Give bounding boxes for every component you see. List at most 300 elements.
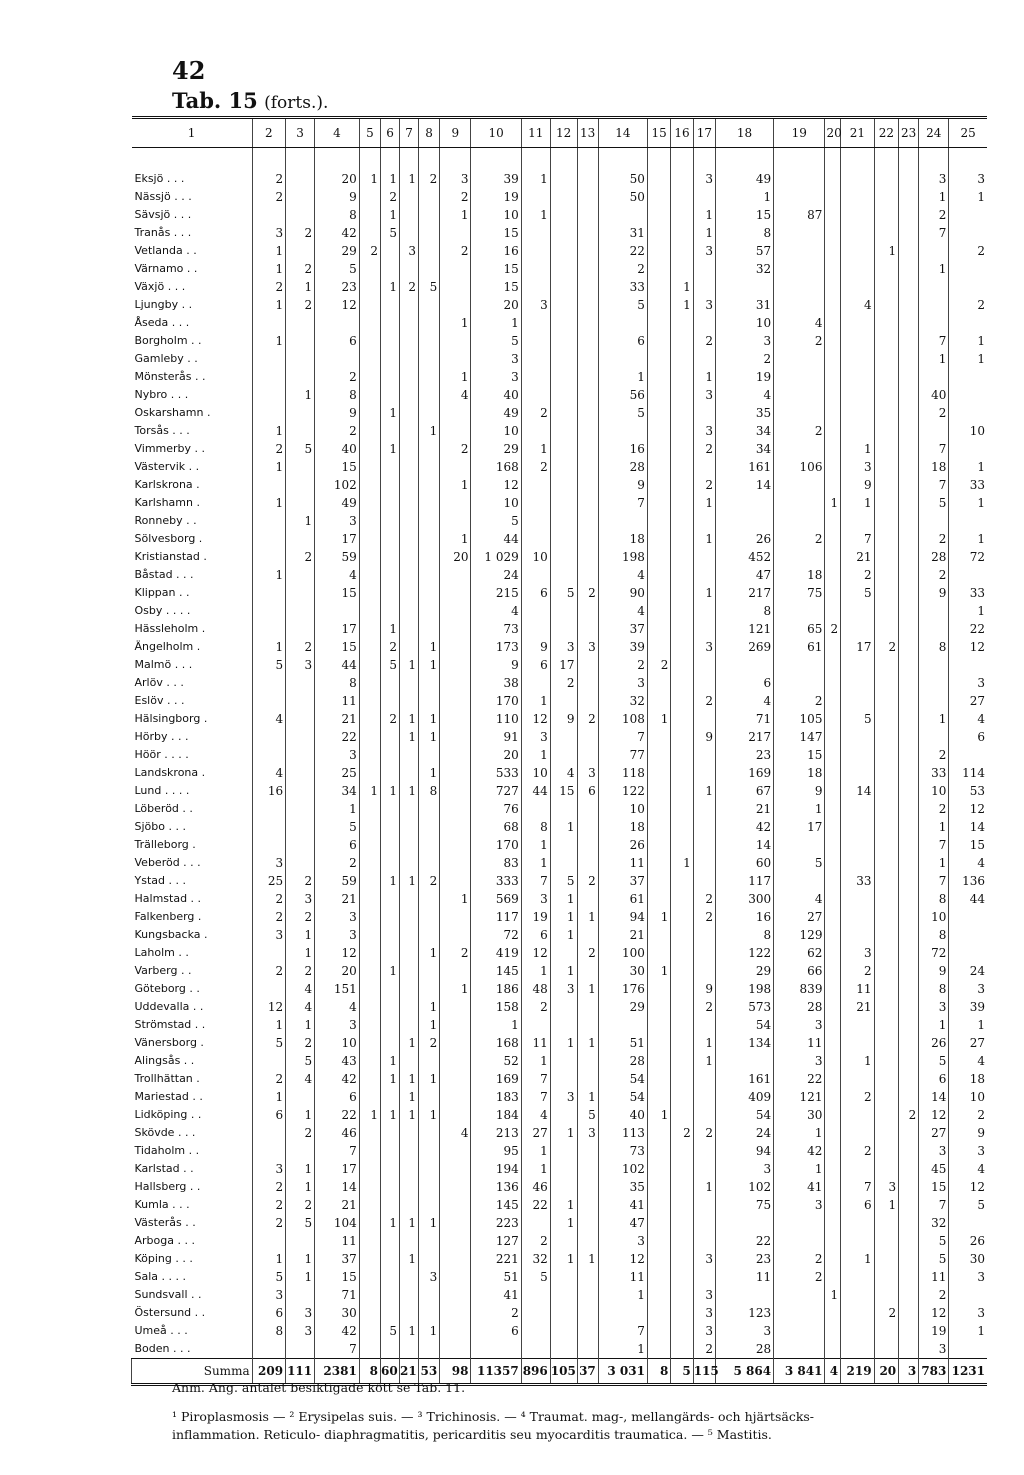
table-row (132, 1322, 988, 1340)
cell: 1 (286, 1178, 315, 1196)
cell: 1 (521, 1160, 550, 1178)
cell (647, 1088, 670, 1106)
row-label: Osby . . . . (134, 604, 191, 617)
cell: 6 (315, 836, 360, 854)
cell (647, 692, 670, 710)
cell (671, 710, 693, 728)
cell (825, 602, 841, 620)
header-col-23: 23 (899, 118, 919, 148)
cell (577, 1340, 598, 1359)
cell: 1 (252, 422, 286, 440)
cell: 2 (598, 260, 647, 278)
cell (647, 1304, 670, 1322)
cell (286, 566, 315, 584)
cell (671, 764, 693, 782)
cell (671, 1304, 693, 1322)
cell (899, 1034, 919, 1052)
cell: 72 (471, 926, 521, 944)
cell (825, 296, 841, 314)
cell: 4 (716, 386, 774, 404)
cell (550, 800, 577, 818)
cell (521, 1286, 550, 1304)
cell: 2 (598, 656, 647, 674)
cell (440, 854, 471, 872)
cell (825, 998, 841, 1016)
row-label: Uddevalla . . (134, 1000, 204, 1013)
cell: 2 (252, 1214, 286, 1232)
cell (550, 476, 577, 494)
cell (252, 692, 286, 710)
header-col-20: 20 (825, 118, 841, 148)
cell (252, 1052, 286, 1070)
cell (671, 386, 693, 404)
cell (841, 1268, 875, 1286)
cell (359, 620, 380, 638)
cell: 4 (774, 890, 825, 908)
cell: 27 (949, 1034, 987, 1052)
row-label: Båstad . . . (134, 568, 194, 581)
cell: 169 (716, 764, 774, 782)
cell: 3 (286, 1304, 315, 1322)
cell (671, 260, 693, 278)
cell: 1 (521, 692, 550, 710)
row-label: Ängelholm . (134, 640, 201, 653)
cell (671, 998, 693, 1016)
cell (419, 224, 440, 242)
cell (577, 1160, 598, 1178)
row-label: Hörby . . . (134, 730, 189, 743)
cell (774, 1322, 825, 1340)
cell: 28 (919, 548, 949, 566)
cell: 3 (521, 890, 550, 908)
cell: 3 (598, 674, 647, 692)
cell (286, 692, 315, 710)
cell (400, 458, 419, 476)
table-row (132, 1124, 988, 1142)
cell (874, 404, 899, 422)
cell (359, 566, 380, 584)
cell (919, 656, 949, 674)
cell: 1 (774, 1160, 825, 1178)
cell (647, 854, 670, 872)
cell (440, 1142, 471, 1160)
cell: 1 (550, 1034, 577, 1052)
cell (693, 1088, 715, 1106)
cell (440, 728, 471, 746)
cell (381, 800, 400, 818)
cell: 54 (598, 1070, 647, 1088)
cell: 4 (252, 764, 286, 782)
cell (359, 1340, 380, 1359)
cell: 2 (774, 1250, 825, 1268)
cell: 15 (315, 458, 360, 476)
cell (400, 908, 419, 926)
cell: 1 (693, 368, 715, 386)
cell: 47 (598, 1214, 647, 1232)
cell (874, 674, 899, 692)
cell: 2 (419, 170, 440, 188)
cell: 5 (286, 1052, 315, 1070)
cell (286, 476, 315, 494)
cell: 10 (598, 800, 647, 818)
cell: 2 (671, 1124, 693, 1142)
cell (949, 1214, 987, 1232)
cell: 409 (716, 1088, 774, 1106)
cell: 6 (521, 584, 550, 602)
cell (359, 998, 380, 1016)
cell (899, 350, 919, 368)
cell: 9 (550, 710, 577, 728)
cell: 21 (315, 1196, 360, 1214)
cell: 1 (550, 926, 577, 944)
cell (440, 638, 471, 656)
cell (671, 1340, 693, 1359)
cell (647, 1034, 670, 1052)
cell (874, 602, 899, 620)
cell (577, 512, 598, 530)
cell: 123 (716, 1304, 774, 1322)
cell (647, 260, 670, 278)
cell: 5 (286, 440, 315, 458)
cell (647, 1250, 670, 1268)
cell (647, 314, 670, 332)
cell: 3 (949, 1268, 987, 1286)
sum-label: Summa (132, 1359, 253, 1385)
cell (874, 350, 899, 368)
cell (521, 386, 550, 404)
cell (419, 530, 440, 548)
cell (359, 584, 380, 602)
cell: 59 (315, 548, 360, 566)
cell: 2 (774, 422, 825, 440)
cell (693, 1016, 715, 1034)
cell (419, 800, 440, 818)
cell: 66 (774, 962, 825, 980)
cell (440, 818, 471, 836)
cell (381, 476, 400, 494)
cell (874, 1286, 899, 1304)
sum-cell: 11357 (471, 1359, 521, 1385)
cell (899, 890, 919, 908)
cell: 168 (471, 1034, 521, 1052)
cell: 1 (440, 314, 471, 332)
row-label: Klippan . . (134, 586, 190, 599)
cell (874, 1106, 899, 1124)
cell (381, 926, 400, 944)
cell (949, 944, 987, 962)
cell: 32 (598, 692, 647, 710)
cell: 452 (716, 548, 774, 566)
cell (381, 260, 400, 278)
cell (647, 1124, 670, 1142)
cell: 23 (716, 1250, 774, 1268)
cell (774, 602, 825, 620)
cell (774, 1340, 825, 1359)
cell: 4 (841, 296, 875, 314)
cell: 1 (286, 1160, 315, 1178)
cell: 10 (919, 908, 949, 926)
sum-cell: 53 (419, 1359, 440, 1385)
cell (874, 386, 899, 404)
cell: 44 (315, 656, 360, 674)
cell (825, 476, 841, 494)
cell (647, 296, 670, 314)
cell: 26 (919, 1034, 949, 1052)
cell (359, 224, 380, 242)
cell (671, 962, 693, 980)
cell (440, 1322, 471, 1340)
cell (647, 926, 670, 944)
cell: 2 (693, 908, 715, 926)
cell (550, 1016, 577, 1034)
cell: 14 (949, 818, 987, 836)
header-col-21: 21 (841, 118, 875, 148)
cell (899, 332, 919, 350)
cell (550, 1178, 577, 1196)
cell (359, 710, 380, 728)
cell (440, 656, 471, 674)
cell: 569 (471, 890, 521, 908)
cell (419, 206, 440, 224)
table-label: Tab. 15 (172, 88, 258, 113)
cell (252, 476, 286, 494)
cell (841, 926, 875, 944)
cell (381, 1286, 400, 1304)
sum-cell: 20 (874, 1359, 899, 1385)
cell (359, 368, 380, 386)
cell (647, 1160, 670, 1178)
cell (874, 476, 899, 494)
cell (550, 206, 577, 224)
cell: 3 (315, 908, 360, 926)
cell: 2 (774, 530, 825, 548)
cell: 41 (598, 1196, 647, 1214)
cell: 102 (716, 1178, 774, 1196)
cell (899, 404, 919, 422)
cell: 11 (598, 854, 647, 872)
cell: 117 (471, 908, 521, 926)
cell (359, 1016, 380, 1034)
cell (521, 602, 550, 620)
cell: 24 (949, 962, 987, 980)
cell: 33 (598, 278, 647, 296)
cell (825, 422, 841, 440)
cell: 5 (598, 296, 647, 314)
header-col-11: 11 (521, 118, 550, 148)
cell: 3 (949, 1142, 987, 1160)
cell: 6 (841, 1196, 875, 1214)
cell: 3 (919, 1142, 949, 1160)
page-number: 42 (172, 56, 206, 85)
cell: 3 (286, 1322, 315, 1340)
cell (419, 980, 440, 998)
cell: 21 (841, 548, 875, 566)
row-label: Vetlanda . . (134, 244, 197, 257)
cell (841, 1340, 875, 1359)
cell: 3 (716, 1322, 774, 1340)
cell: 6 (949, 728, 987, 746)
cell: 28 (598, 458, 647, 476)
cell (774, 1232, 825, 1250)
cell (825, 692, 841, 710)
cell (919, 368, 949, 386)
cell (671, 368, 693, 386)
cell (359, 1178, 380, 1196)
cell (359, 1088, 380, 1106)
cell: 2 (252, 1070, 286, 1088)
cell: 10 (315, 1034, 360, 1052)
cell: 15 (315, 638, 360, 656)
cell: 2 (949, 296, 987, 314)
cell: 12 (315, 296, 360, 314)
cell: 3 (252, 1160, 286, 1178)
cell (400, 674, 419, 692)
cell (521, 260, 550, 278)
cell (774, 368, 825, 386)
cell: 8 (716, 602, 774, 620)
cell: 26 (598, 836, 647, 854)
cell: 3 (774, 1016, 825, 1034)
cell: 3 (419, 1268, 440, 1286)
sum-cell: 3 841 (774, 1359, 825, 1385)
cell: 1 (577, 1088, 598, 1106)
cell (286, 818, 315, 836)
cell: 1 (252, 260, 286, 278)
cell (521, 530, 550, 548)
cell (440, 836, 471, 854)
cell (286, 1340, 315, 1359)
cell (949, 440, 987, 458)
cell: 122 (598, 782, 647, 800)
row-label: Höör . . . . (134, 748, 189, 761)
cell: 60 (716, 854, 774, 872)
cell (400, 224, 419, 242)
cell (671, 872, 693, 890)
cell (825, 800, 841, 818)
cell (874, 746, 899, 764)
cell: 1 (550, 908, 577, 926)
cell (716, 278, 774, 296)
cell: 3 (716, 332, 774, 350)
cell (825, 944, 841, 962)
cell: 44 (521, 782, 550, 800)
cell: 54 (716, 1016, 774, 1034)
cell (550, 368, 577, 386)
cell: 3 (774, 1052, 825, 1070)
cell (419, 926, 440, 944)
cell (841, 278, 875, 296)
cell (577, 1070, 598, 1088)
row-label: Växjö . . . (134, 280, 186, 293)
cell (359, 926, 380, 944)
cell (693, 1196, 715, 1214)
cell: 1 (693, 782, 715, 800)
cell (252, 620, 286, 638)
cell (874, 224, 899, 242)
cell (647, 746, 670, 764)
cell (440, 350, 471, 368)
cell: 170 (471, 692, 521, 710)
cell (359, 206, 380, 224)
cell (400, 602, 419, 620)
cell: 32 (919, 1214, 949, 1232)
cell (359, 260, 380, 278)
cell (899, 296, 919, 314)
cell: 5 (774, 854, 825, 872)
table-row (132, 1286, 988, 1304)
cell: 3 (774, 1196, 825, 1214)
cell: 2 (577, 872, 598, 890)
cell (693, 656, 715, 674)
cell: 72 (919, 944, 949, 962)
cell: 20 (471, 296, 521, 314)
cell: 136 (949, 872, 987, 890)
cell: 127 (471, 1232, 521, 1250)
cell (400, 584, 419, 602)
cell (577, 1232, 598, 1250)
cell (671, 314, 693, 332)
cell (359, 1070, 380, 1088)
cell: 1 (419, 1214, 440, 1232)
cell: 26 (949, 1232, 987, 1250)
cell: 8 (315, 206, 360, 224)
cell: 2 (286, 296, 315, 314)
cell: 4 (598, 566, 647, 584)
table-row (132, 890, 988, 908)
cell (577, 1196, 598, 1214)
cell: 5 (252, 1034, 286, 1052)
cell: 113 (598, 1124, 647, 1142)
cell: 2 (419, 872, 440, 890)
table-row (132, 638, 988, 656)
table-row (132, 494, 988, 512)
cell (419, 1196, 440, 1214)
cell: 37 (315, 1250, 360, 1268)
cell: 1 (521, 854, 550, 872)
cell: 10 (919, 782, 949, 800)
cell (400, 386, 419, 404)
cell (774, 494, 825, 512)
cell (841, 314, 875, 332)
cell (252, 368, 286, 386)
cell (400, 1178, 419, 1196)
cell (419, 584, 440, 602)
header-col-8: 8 (419, 118, 440, 148)
cell: 21 (315, 890, 360, 908)
cell (899, 260, 919, 278)
cell (825, 1214, 841, 1232)
cell: 170 (471, 836, 521, 854)
statistics-table (131, 116, 987, 1386)
table-row (132, 1304, 988, 1322)
cell: 4 (521, 1106, 550, 1124)
cell (419, 890, 440, 908)
cell (252, 602, 286, 620)
cell (647, 584, 670, 602)
cell (874, 782, 899, 800)
cell (693, 404, 715, 422)
cell (671, 1106, 693, 1124)
cell: 1 (774, 1124, 825, 1142)
cell (671, 476, 693, 494)
cell: 2 (252, 962, 286, 980)
cell (899, 1160, 919, 1178)
cell (671, 350, 693, 368)
cell (693, 1142, 715, 1160)
spacer-row (132, 148, 988, 171)
cell: 1 (647, 1106, 670, 1124)
cell: 20 (315, 170, 360, 188)
